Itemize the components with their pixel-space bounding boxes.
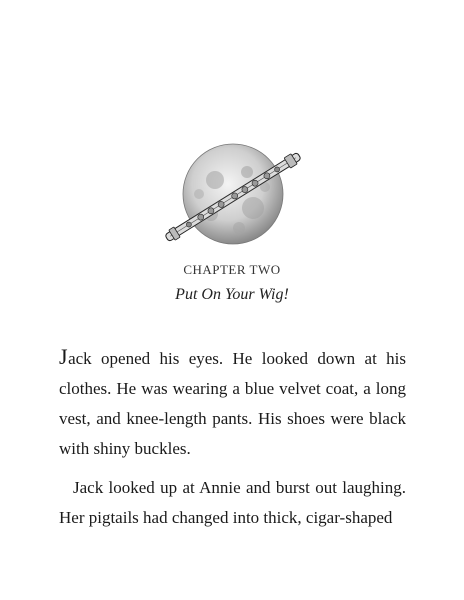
drop-cap: J xyxy=(59,344,69,369)
chapter-ornament xyxy=(155,142,310,252)
paragraph-1 xyxy=(59,342,406,464)
chapter-body xyxy=(59,342,406,533)
chapter-title: Put On Your Wig! xyxy=(175,286,289,303)
chapter-number: CHAPTER TWO xyxy=(183,262,281,277)
paragraph-2: Jack looked up at Annie and burst out laughing. Her pigtails had changed into thick, cigar-shaped xyxy=(59,478,406,527)
paragraph-1-text: ack opened his eyes. He looked down at his clothes. He was wearing a blue velvet coat, a long vest, and knee-length pants. His shoes were black with shiny buckles. xyxy=(59,349,406,458)
